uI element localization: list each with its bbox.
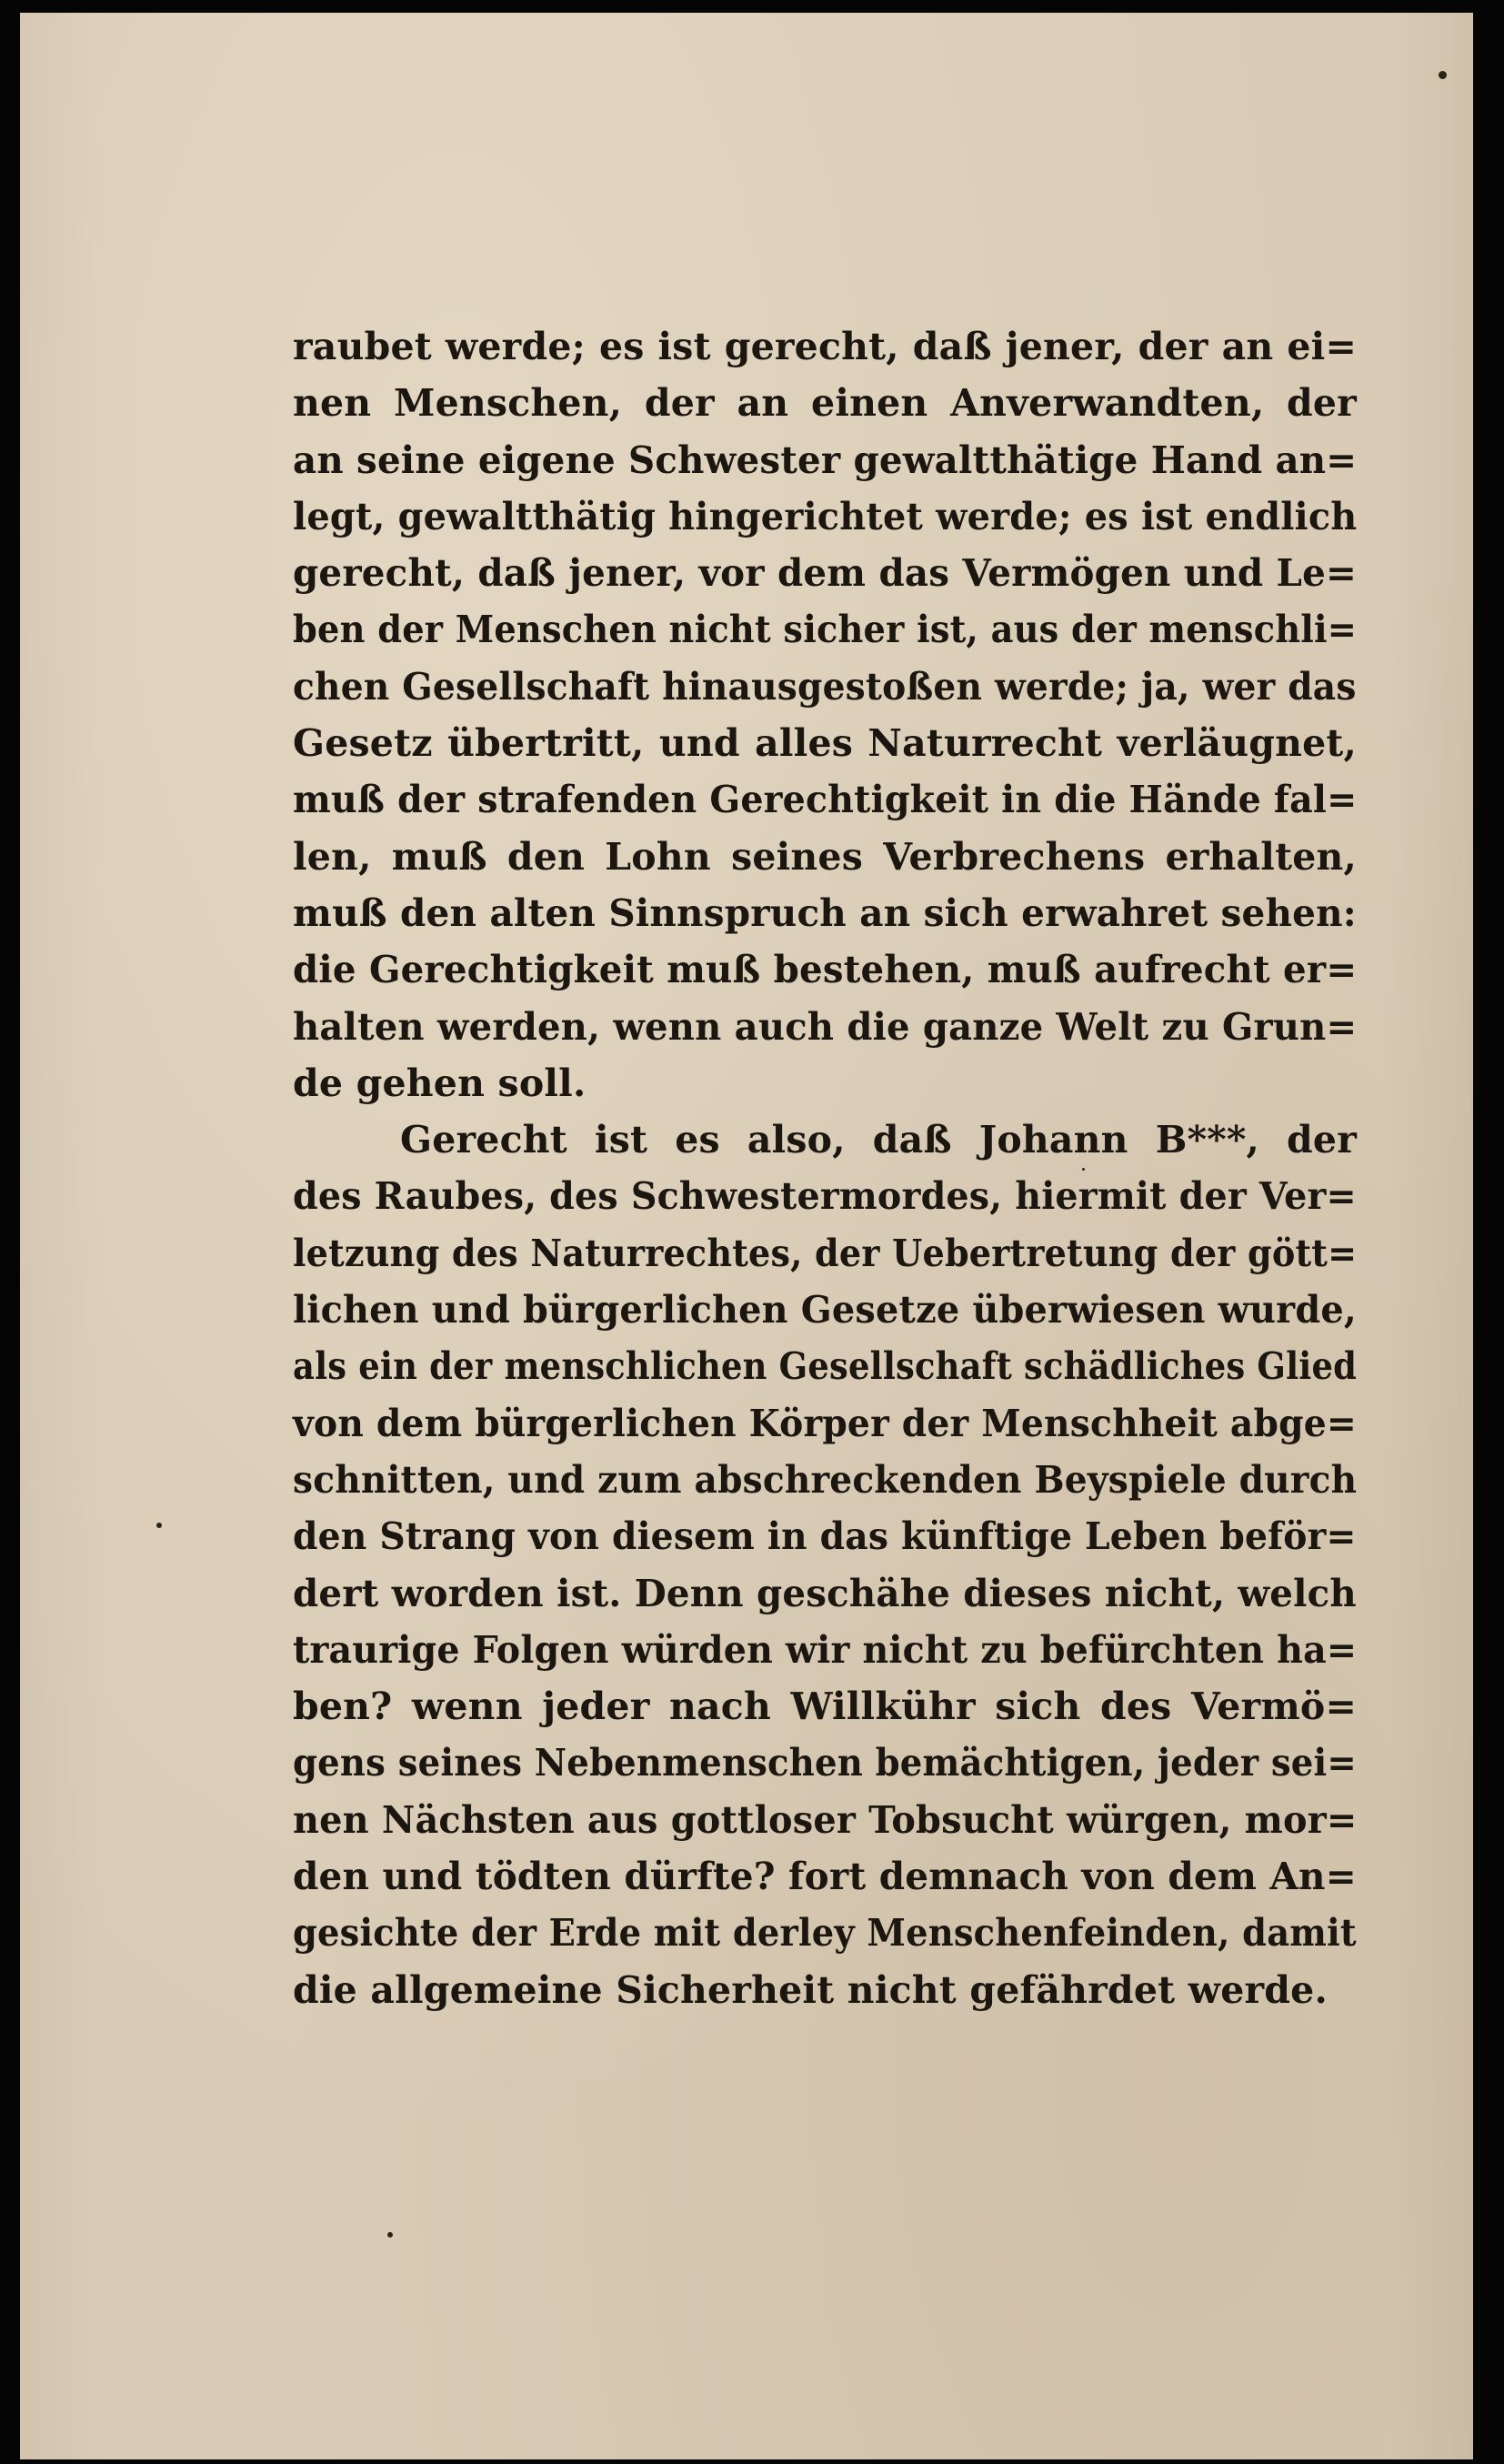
text-line: als ein der menschlichen Gesellschaft schädliches Glied (293, 1344, 1358, 1389)
text-line: raubet werde; es ist gerecht, daß jener, der an ei= (293, 325, 1357, 368)
text-line: gens seines Nebenmenschen bemächtigen, jeder sei= (293, 1741, 1357, 1785)
paragraph-end-line: die allgemeine Sicherheit nicht gefährdet werde. (293, 1967, 1328, 2012)
text-line: halten werden, wenn auch die ganze Welt zu Grun= (293, 1004, 1358, 1049)
text-line: letzung des Naturrechtes, der Uebertretung der gött= (293, 1231, 1358, 1275)
text-line: nen Nächsten aus gottloser Tobsucht würgen, mor= (293, 1797, 1358, 1842)
ink-speck (156, 1523, 162, 1528)
text-line: ben der Menschen nicht sicher ist, aus der menschli= (293, 608, 1358, 652)
text-line: dert worden ist. Denn geschähe dieses nicht, welch (293, 1571, 1357, 1615)
text-line: muß der strafenden Gerechtigkeit in die Hände fal= (293, 778, 1358, 822)
text-line: traurige Folgen würden wir nicht zu befürchten ha= (293, 1627, 1358, 1672)
text-line: die Gerechtigkeit muß bestehen, muß aufrecht er= (293, 948, 1358, 992)
text-line: gesichte der Erde mit derley Menschenfeinden, damit (293, 1911, 1357, 1956)
text-line: des Raubes, des Schwestermordes, hiermit der Ver= (293, 1174, 1357, 1219)
text-line: den und tödten dürfte? fort demnach von dem An= (293, 1855, 1357, 1899)
text-line: den Strang von diesem in das künftige Leben beför= (293, 1514, 1357, 1559)
text-line: nen Menschen, der an einen Anverwandten, der (293, 381, 1357, 426)
text-line: muß den alten Sinnspruch an sich erwahret sehen: (293, 890, 1357, 935)
text-line: legt, gewaltthätig hingerichtet werde; es ist endlich (293, 494, 1358, 538)
text-line: chen Gesellschaft hinausgestoßen werde; ja, wer das (293, 664, 1357, 709)
ink-speck (387, 2232, 393, 2238)
paragraph-start-line: Gerecht ist es also, daß Johann B***, der (400, 1118, 1357, 1162)
text-line: ben? wenn jeder nach Willkühr sich des Vermö= (293, 1685, 1357, 1729)
book-page (20, 13, 1473, 2459)
text-line: Gesetz übertritt, und alles Naturrecht verläugnet, (293, 721, 1357, 766)
text-line: gerecht, daß jener, vor dem das Vermögen und Le= (293, 551, 1358, 596)
text-line: len, muß den Lohn seines Verbrechens erhalten, (293, 834, 1357, 879)
text-line: von dem bürgerlichen Körper der Menschheit abge= (293, 1401, 1357, 1445)
text-line: lichen und bürgerlichen Gesetze überwiesen wurde, (293, 1288, 1357, 1333)
text-line: an seine eigene Schwester gewaltthätige Hand an= (293, 437, 1358, 482)
text-line: schnitten, und zum abschreckenden Beyspiele durch (293, 1457, 1358, 1502)
ink-speck (1439, 71, 1447, 79)
page-body-text (293, 318, 1357, 2018)
paragraph-end-line: de gehen soll. (293, 1061, 587, 1105)
